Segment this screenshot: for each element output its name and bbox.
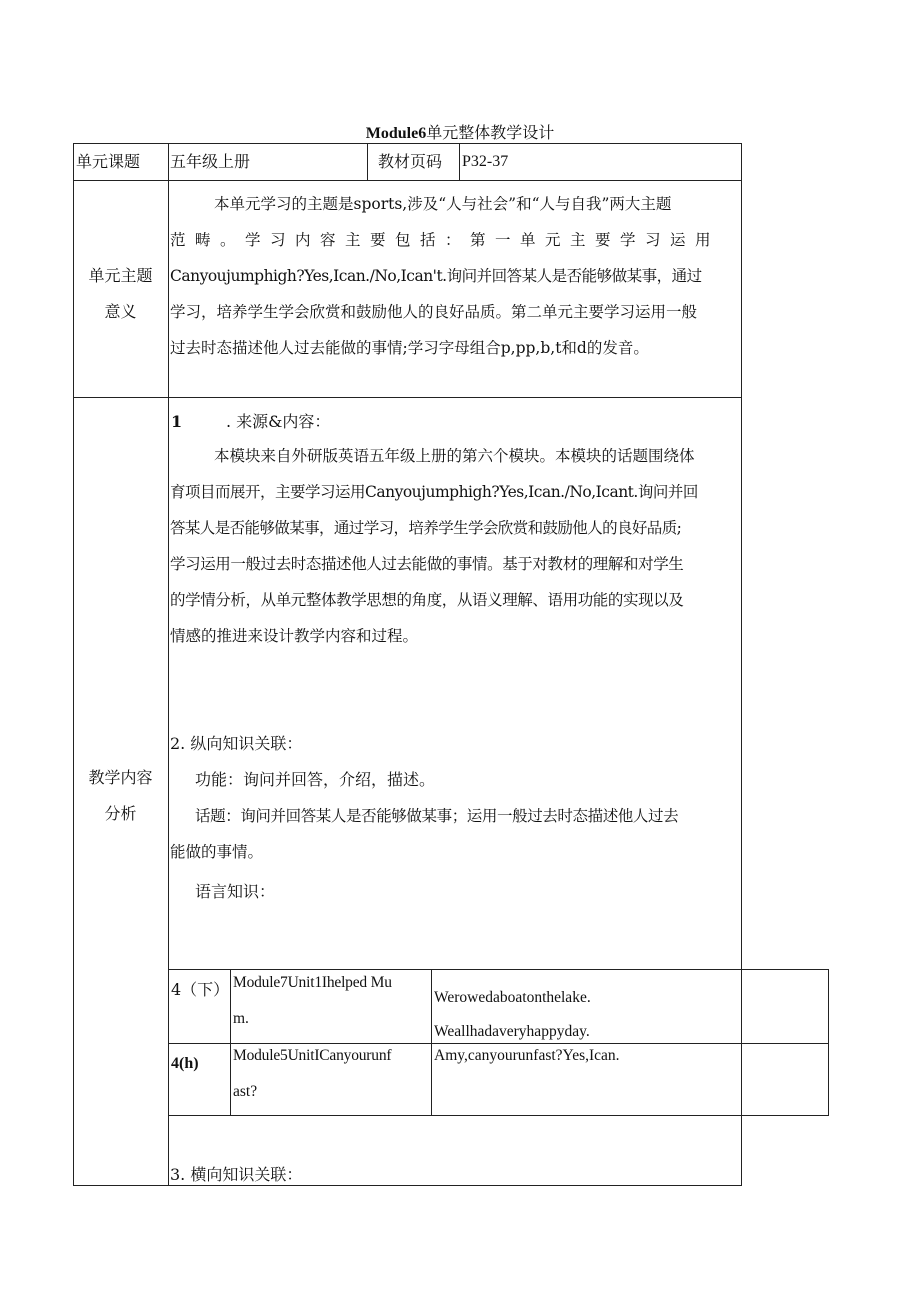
unit-topic-label: 单元课题 [76, 152, 141, 171]
section1-line-4: 学习运用一般过去时态描述他人过去能做的事情。基于对教材的理解和对学生 [170, 555, 684, 573]
header-col-divider-1 [367, 143, 368, 180]
theme-line-3: Canyoujumphigh?Yes,Ican./No,Ican't.询问并回答某人是否能够做某事，通过 [170, 267, 702, 285]
section2-function: 功能：询问并回答，介绍，描述。 [195, 770, 436, 789]
section3-title: 3. 横向知识关联： [170, 1165, 303, 1184]
section1-title: . 来源&内容： [226, 412, 331, 431]
section1-number: 1 [171, 412, 183, 431]
table-row-1-sentence-line2: Weallhadaveryhappyday. [434, 1023, 590, 1040]
table-row-2-unit-line2: ast? [233, 1083, 258, 1100]
table-row-divider-1 [73, 180, 741, 181]
theme-label [73, 258, 168, 330]
table-border-right-top [741, 143, 742, 970]
section1-line-2: 育项目而展开，主要学习运用Canyoujumphigh?Yes,Ican./No,Icant.询问并回 [170, 483, 698, 501]
section1-line-1: 本模块来自外研版英语五年级上册的第六个模块。本模块的话题围绕体 [214, 447, 695, 465]
section2-language: 语言知识： [195, 882, 276, 901]
theme-line-5: 过去时态描述他人过去能做的事情;学习字母组合p,pp,b,t和d的发音。 [170, 339, 649, 357]
inner-col-divider-2 [431, 969, 432, 1116]
analysis-label-line2: 分析 [104, 804, 137, 823]
inner-table-right [828, 969, 829, 1116]
inner-table-bottom [168, 1115, 829, 1116]
header-col-divider-2 [459, 143, 460, 180]
theme-label-line1: 单元主题 [88, 266, 153, 285]
table-row-divider-2 [73, 397, 741, 398]
analysis-label-line1: 教学内容 [88, 768, 153, 787]
title-module: Module6 [365, 125, 427, 142]
page-title [0, 120, 920, 143]
grade-value: 五年级上册 [170, 152, 251, 171]
page-number-label: 教材页码 [378, 152, 443, 171]
analysis-label [73, 760, 168, 832]
table-border-bottom [73, 1185, 741, 1186]
inner-table-top [168, 969, 829, 970]
inner-col-divider-1 [230, 969, 231, 1116]
table-border-top [73, 143, 741, 144]
section1-line-6: 情感的推进来设计教学内容和过程。 [170, 627, 419, 645]
page-number-value: P32-37 [462, 153, 509, 170]
inner-col-divider-3 [741, 969, 742, 1116]
theme-line-2: 范畴。学习内容主要包括：第一单元主要学习运用 [170, 231, 721, 249]
table-row-1-sentence-line1: Werowedaboatonthelake. [434, 989, 591, 1006]
section1-line-3: 答某人是否能够做某事，通过学习，培养学生学会欣赏和鼓励他人的良好品质; [170, 519, 682, 537]
table-row-2-unit-line1: Module5UnitICanyourunf [233, 1047, 392, 1064]
table-row-1-grade: 4（下） [171, 980, 230, 999]
section2-topic-line-1: 话题：询问并回答某人是否能够做某事；运用一般过去时态描述他人过去 [195, 807, 679, 825]
theme-line-1: 本单元学习的主题是sports,涉及“人与社会”和“人与自我”两大主题 [214, 195, 672, 213]
section1-paragraph [170, 438, 740, 654]
inner-table-middle [168, 1043, 829, 1044]
table-column-divider [168, 143, 169, 1186]
table-row-1-unit-line2: m. [233, 1010, 249, 1027]
title-cn: 单元整体教学设计 [426, 123, 555, 142]
section2-topic-line-2: 能做的事情。 [170, 843, 264, 861]
theme-paragraph [170, 186, 740, 366]
section2-title: 2. 纵向知识关联： [170, 734, 303, 753]
section2-topic [170, 798, 740, 870]
theme-line-4: 学习，培养学生学会欣赏和鼓励他人的良好品质。第二单元主要学习运用一般 [170, 303, 698, 321]
table-row-1-unit-line1: Module7Unit1Ihelped Mu [233, 974, 392, 991]
theme-label-line2: 意义 [104, 302, 137, 321]
table-row-2-sentence-line1: Amy,canyourunfast?Yes,Ican. [434, 1047, 620, 1064]
table-row-2-grade: 4(h) [171, 1055, 199, 1072]
section1-line-5: 的学情分析，从单元整体教学思想的角度，从语义理解、语用功能的实现以及 [170, 591, 684, 609]
table-border-right-bottom [741, 1115, 742, 1186]
